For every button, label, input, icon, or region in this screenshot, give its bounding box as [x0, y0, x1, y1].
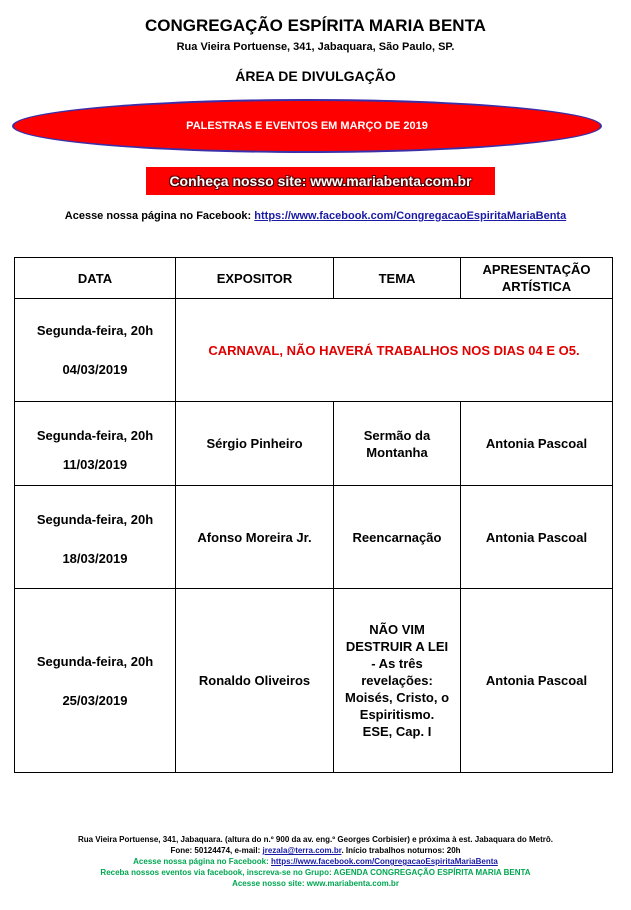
theme-cell: Sermão da Montanha: [334, 402, 461, 486]
footer-email-link[interactable]: jrezala@terra.com.br: [262, 846, 342, 855]
org-address: Rua Vieira Portuense, 341, Jabaquara, São Paulo, SP.: [176, 41, 455, 53]
speaker-cell: Afonso Moreira Jr.: [176, 486, 334, 589]
footer-address: Rua Vieira Portuense, 341, Jabaquara. (altura do n.º 900 da av. eng.º Georges Corbisier) e próxima à est. Jabaquara do Metrô.: [77, 835, 554, 844]
day-text: Segunda-feira, 20h: [36, 512, 154, 527]
theme-cell: NÃO VIM DESTRUIR A LEI - As três revelações: Moisés, Cristo, o Espiritismo. ESE, Cap. I: [334, 589, 461, 773]
date-cell: [15, 589, 176, 773]
footer-facebook-prefix: Acesse nossa página no Facebook:: [133, 857, 271, 866]
facebook-prefix: Acesse nossa página no Facebook:: [64, 210, 255, 222]
schedule-table: [14, 257, 613, 773]
footer-group: Receba nossos eventos via facebook, inscreva-se no Grupo: AGENDA CONGREGAÇÃO ESPÍRITA MARIA BENTA: [100, 868, 531, 877]
date-text: 25/03/2019: [62, 692, 128, 708]
facebook-line: [0, 210, 631, 222]
notice-cell: CARNAVAL, NÃO HAVERÁ TRABALHOS NOS DIAS 04 E O5.: [176, 299, 613, 402]
date-text: 18/03/2019: [62, 551, 128, 566]
table-row: [15, 589, 613, 773]
table-row: [15, 299, 613, 402]
date-cell: [15, 402, 176, 486]
site-banner[interactable]: [146, 167, 495, 195]
header-date: DATA: [15, 258, 176, 299]
day-text: Segunda-feira, 20h: [36, 653, 154, 669]
facebook-link[interactable]: https://www.facebook.com/CongregacaoEspiritaMariaBenta: [254, 210, 567, 222]
header-theme: TEMA: [334, 258, 461, 299]
area-title: ÁREA DE DIVULGAÇÃO: [235, 68, 396, 84]
date-text: 04/03/2019: [62, 362, 128, 377]
table-row: [15, 402, 613, 486]
site-text: Conheça nosso site: www.mariabenta.com.br: [169, 173, 472, 189]
date-cell: [15, 486, 176, 589]
events-banner: [12, 99, 602, 153]
footer-hours: . Início trabalhos noturnos: 20h: [341, 846, 461, 855]
theme-cell: Reencarnação: [334, 486, 461, 589]
artist-cell: Antonia Pascoal: [461, 402, 613, 486]
day-text: Segunda-feira, 20h: [36, 323, 154, 338]
footer: [0, 834, 631, 889]
artist-cell: Antonia Pascoal: [461, 486, 613, 589]
footer-site: Acesse nosso site: www.mariabenta.com.br: [232, 879, 399, 888]
table-row: [15, 486, 613, 589]
artist-cell: Antonia Pascoal: [461, 589, 613, 773]
table-header-row: [15, 258, 613, 299]
footer-facebook-link[interactable]: https://www.facebook.com/CongregacaoEspiritaMariaBenta: [270, 857, 498, 866]
header-artistic: APRESENTAÇÃO ARTÍSTICA: [461, 258, 613, 299]
date-text: 11/03/2019: [62, 456, 128, 472]
footer-phone: Fone: 50124474, e-mail:: [170, 846, 263, 855]
speaker-cell: Ronaldo Oliveiros: [176, 589, 334, 773]
banner-text: PALESTRAS E EVENTOS EM MARÇO DE 2019: [186, 120, 428, 132]
day-text: Segunda-feira, 20h: [36, 427, 154, 443]
org-name: CONGREGAÇÃO ESPÍRITA MARIA BENTA: [145, 16, 486, 35]
date-cell: [15, 299, 176, 402]
speaker-cell: Sérgio Pinheiro: [176, 402, 334, 486]
footer-facebook: [0, 856, 631, 867]
header-speaker: EXPOSITOR: [176, 258, 334, 299]
footer-contact: [0, 845, 631, 856]
